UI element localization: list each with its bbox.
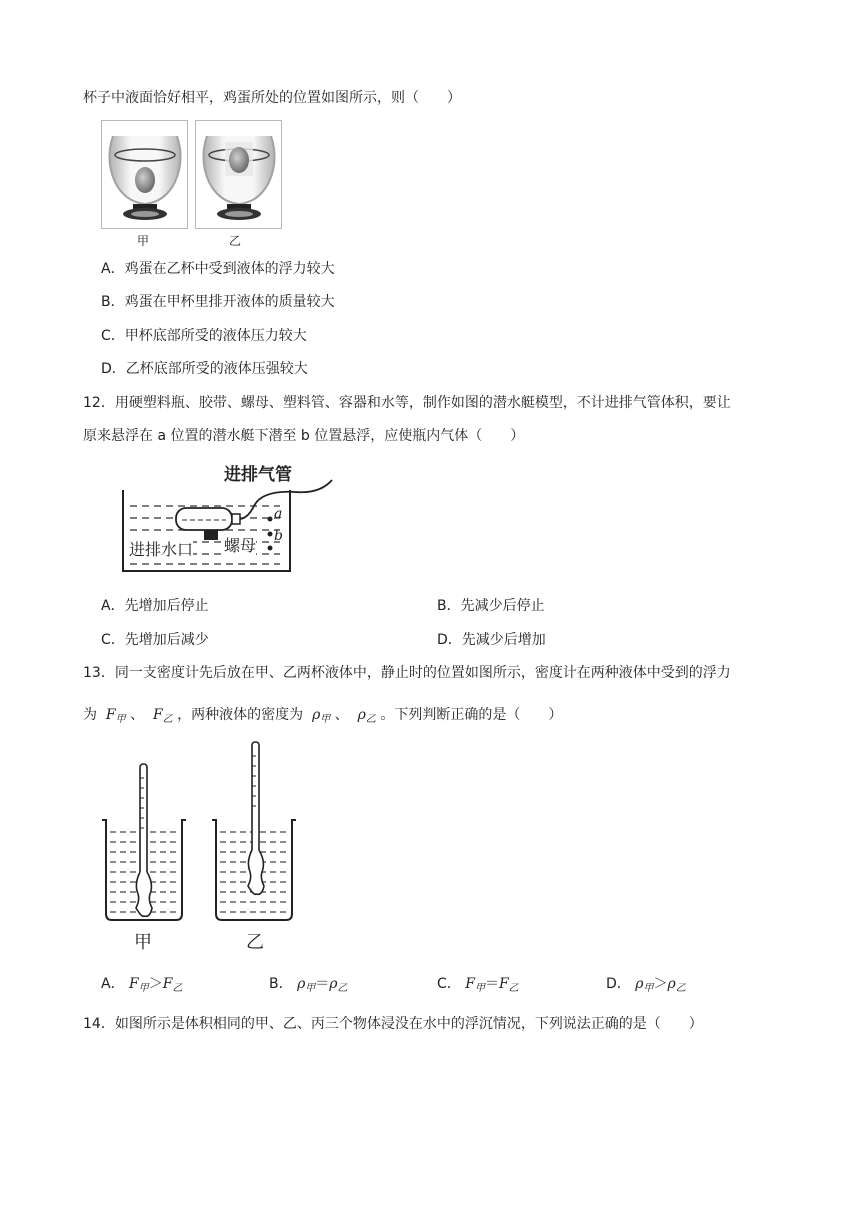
q11-option-c[interactable]: C．甲杯底部所受的液体压力较大 bbox=[101, 328, 307, 344]
fig-label-jia: 甲 bbox=[134, 932, 152, 953]
label-water-inlet: 进排水口 bbox=[129, 537, 193, 560]
fig-label-jia: 甲 bbox=[137, 234, 150, 248]
fig-label-yi: 乙 bbox=[229, 234, 242, 248]
label-a: a bbox=[274, 506, 283, 522]
q12-option-b[interactable]: B．先减少后停止 bbox=[437, 598, 545, 614]
q13-figure bbox=[100, 738, 300, 953]
q12-option-c[interactable]: C．先增加后减少 bbox=[101, 632, 209, 648]
q13-stem-line1: 13．同一支密度计先后放在甲、乙两杯液体中，静止时的位置如图所示，密度计在两种液体中受到的浮力 bbox=[83, 665, 731, 681]
fig-label-yi: 乙 bbox=[246, 932, 264, 953]
label-intake-tube: 进排气管 bbox=[224, 460, 292, 485]
q12-option-d[interactable]: D．先减少后增加 bbox=[437, 632, 546, 648]
q11-option-a[interactable]: A．鸡蛋在乙杯中受到液体的浮力较大 bbox=[101, 261, 335, 277]
label-nut: 螺母 bbox=[224, 533, 256, 556]
q12-option-a[interactable]: A．先增加后停止 bbox=[101, 598, 209, 614]
q13-option-c[interactable]: C． $F_甲=F_乙$ bbox=[437, 976, 519, 994]
q13-option-d[interactable]: D． $\rho_甲>\rho_乙$ bbox=[606, 976, 686, 994]
q14-stem: 14．如图所示是体积相同的甲、乙、丙三个物体浸没在水中的浮沉情况，下列说法正确的是（ ） bbox=[83, 1016, 703, 1032]
q11-option-b[interactable]: B．鸡蛋在甲杯里排开液体的质量较大 bbox=[101, 294, 335, 310]
q12-stem-line1: 12．用硬塑料瓶、胶带、螺母、塑料管、容器和水等，制作如图的潜水艇模型，不计进排气管体积，要让 bbox=[83, 395, 731, 411]
hydrometer-figure bbox=[100, 738, 300, 950]
q11-figure bbox=[101, 120, 283, 248]
beaker-yi bbox=[212, 742, 296, 920]
q11-stem-tail: 杯子中液面恰好相平，鸡蛋所处的位置如图所示，则（ ） bbox=[83, 90, 461, 106]
beaker-jia bbox=[102, 764, 186, 920]
q12-stem-line2: 原来悬浮在 a 位置的潜水艇下潜至 b 位置悬浮，应使瓶内气体（ ） bbox=[83, 428, 525, 444]
q13-stem-line2: 为 $F_甲$ 、 $F_乙$ ，两种液体的密度为 $\rho_甲$ 、 $\rho_乙$ 。下列判断正确的是（ ） bbox=[83, 707, 563, 725]
q12-figure bbox=[120, 462, 342, 574]
egg-glass-figure bbox=[101, 120, 283, 232]
q13-option-b[interactable]: B． $\rho_甲=\rho_乙$ bbox=[269, 976, 348, 994]
q11-option-d[interactable]: D．乙杯底部所受的液体压强较大 bbox=[101, 361, 308, 377]
q13-option-a[interactable]: A． $F_甲>F_乙$ bbox=[101, 976, 183, 994]
label-b: b bbox=[274, 528, 283, 544]
